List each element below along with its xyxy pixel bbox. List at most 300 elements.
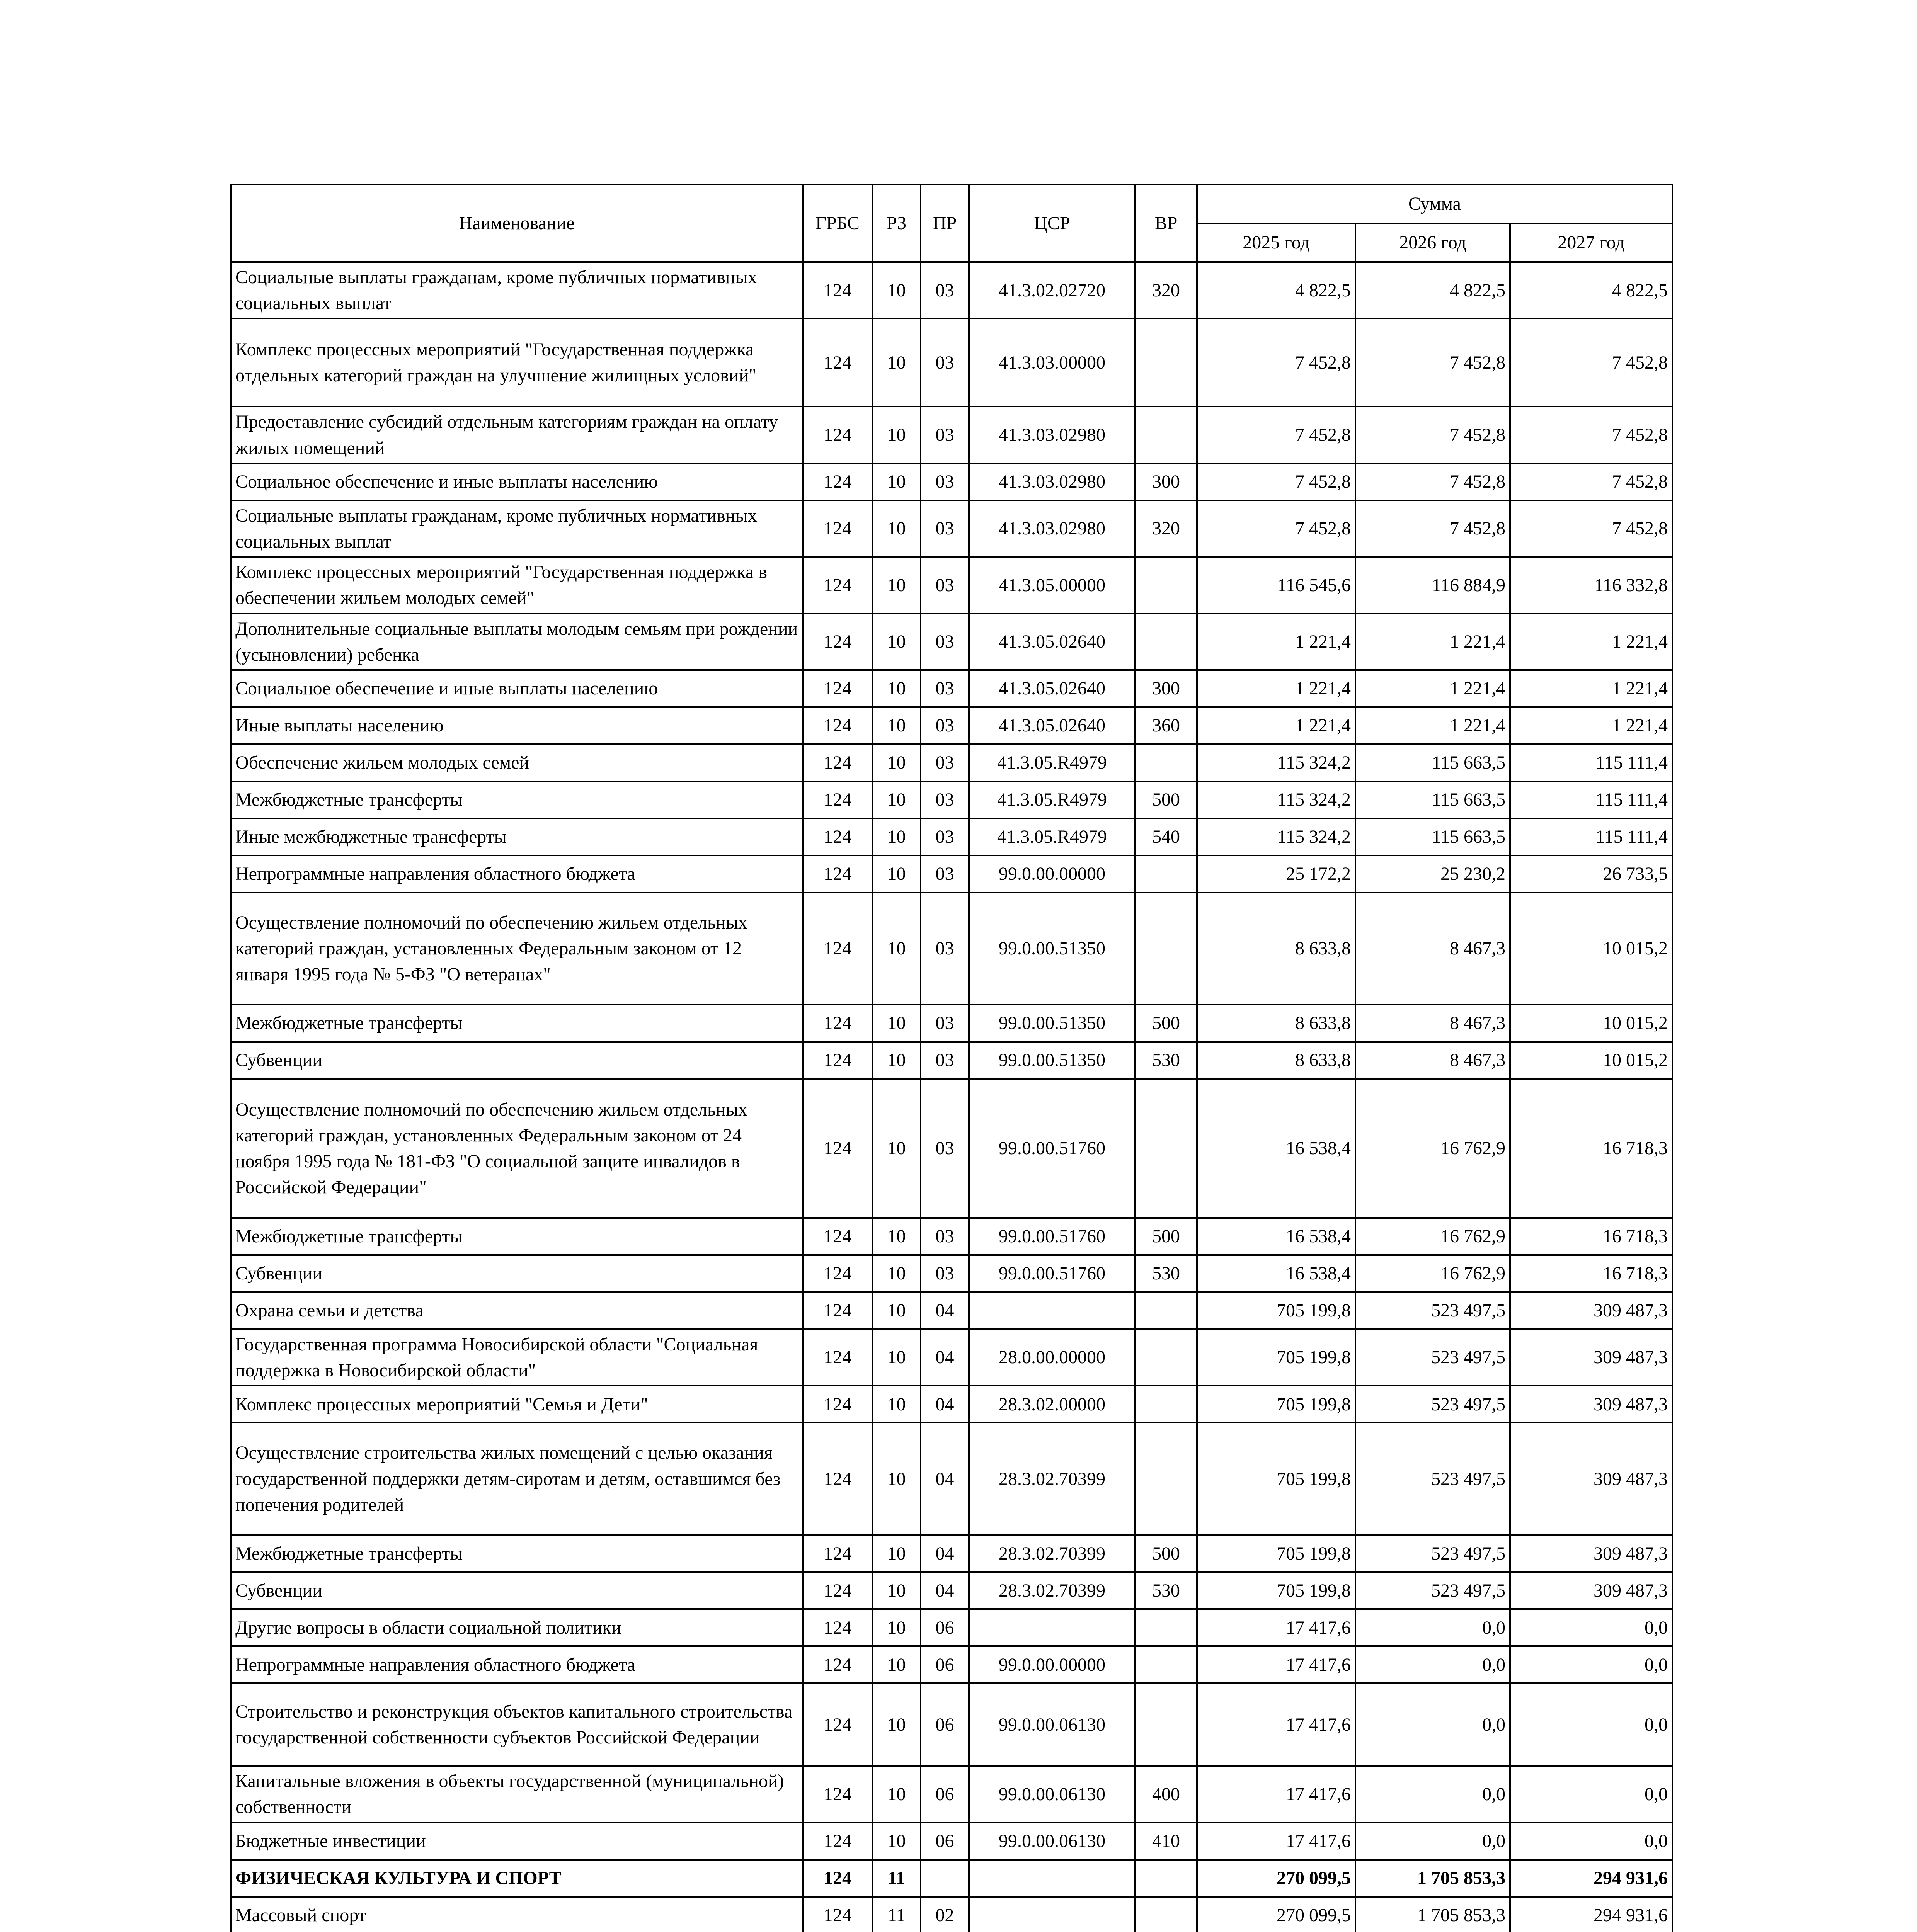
cell-vr	[1135, 406, 1197, 463]
cell-2027: 116 332,8	[1510, 557, 1672, 613]
cell-name: Строительство и реконструкция объектов капитального строительства государственной собственности субъектов Российской Федерации	[231, 1683, 803, 1766]
cell-grbs: 124	[803, 318, 872, 406]
table-row	[231, 1005, 1672, 1042]
table-row	[231, 1860, 1672, 1897]
cell-pr: 04	[921, 1423, 969, 1535]
cell-pr: 03	[921, 744, 969, 781]
table-body	[231, 262, 1672, 1932]
cell-csr: 99.0.00.06130	[969, 1766, 1135, 1822]
cell-2026: 1 221,4	[1355, 707, 1510, 744]
table-row	[231, 262, 1672, 318]
cell-2027: 1 221,4	[1510, 614, 1672, 670]
cell-2026: 1 705 853,3	[1355, 1897, 1510, 1932]
cell-name: Осуществление полномочий по обеспечению жильем отдельных категорий граждан, установленных Федеральным законом от 12 января 1995 года № 5-ФЗ "О ветеранах"	[231, 893, 803, 1005]
cell-2025: 4 822,5	[1197, 262, 1355, 318]
cell-grbs: 124	[803, 707, 872, 744]
cell-rz: 10	[872, 1423, 921, 1535]
cell-name: Непрограммные направления областного бюджета	[231, 855, 803, 893]
cell-2027: 0,0	[1510, 1646, 1672, 1683]
cell-pr: 03	[921, 614, 969, 670]
cell-2027: 309 487,3	[1510, 1386, 1672, 1423]
cell-rz: 11	[872, 1860, 921, 1897]
cell-name: Массовый спорт	[231, 1897, 803, 1932]
cell-2027: 309 487,3	[1510, 1572, 1672, 1609]
cell-rz: 10	[872, 318, 921, 406]
cell-vr: 320	[1135, 262, 1197, 318]
table-row	[231, 1683, 1672, 1766]
cell-vr	[1135, 855, 1197, 893]
table-row	[231, 1218, 1672, 1255]
cell-2027: 16 718,3	[1510, 1255, 1672, 1292]
cell-vr	[1135, 1386, 1197, 1423]
cell-csr: 41.3.05.R4979	[969, 818, 1135, 855]
cell-vr: 500	[1135, 1005, 1197, 1042]
cell-rz: 10	[872, 1255, 921, 1292]
cell-2027: 0,0	[1510, 1609, 1672, 1646]
cell-pr: 02	[921, 1897, 969, 1932]
table-row	[231, 1535, 1672, 1572]
cell-2026: 25 230,2	[1355, 855, 1510, 893]
cell-name: Субвенции	[231, 1255, 803, 1292]
cell-name: Другие вопросы в области социальной политики	[231, 1609, 803, 1646]
cell-2025: 25 172,2	[1197, 855, 1355, 893]
cell-grbs: 124	[803, 855, 872, 893]
cell-2025: 1 221,4	[1197, 707, 1355, 744]
cell-2026: 8 467,3	[1355, 1005, 1510, 1042]
table-row	[231, 1079, 1672, 1218]
cell-2026: 7 452,8	[1355, 463, 1510, 500]
cell-2025: 1 221,4	[1197, 670, 1355, 707]
cell-pr: 04	[921, 1292, 969, 1329]
table-row	[231, 1646, 1672, 1683]
cell-name: Бюджетные инвестиции	[231, 1823, 803, 1860]
cell-csr	[969, 1292, 1135, 1329]
cell-vr	[1135, 557, 1197, 613]
cell-csr: 99.0.00.00000	[969, 855, 1135, 893]
cell-rz: 10	[872, 1329, 921, 1386]
cell-vr	[1135, 1329, 1197, 1386]
cell-vr	[1135, 318, 1197, 406]
table-row	[231, 893, 1672, 1005]
cell-rz: 10	[872, 670, 921, 707]
cell-name: Социальное обеспечение и иные выплаты населению	[231, 463, 803, 500]
cell-name: Капитальные вложения в объекты государственной (муниципальной) собственности	[231, 1766, 803, 1822]
table-row	[231, 1386, 1672, 1423]
cell-rz: 10	[872, 707, 921, 744]
cell-csr: 99.0.00.51760	[969, 1079, 1135, 1218]
cell-pr: 04	[921, 1386, 969, 1423]
cell-2026: 0,0	[1355, 1766, 1510, 1822]
cell-vr	[1135, 1897, 1197, 1932]
cell-pr: 06	[921, 1646, 969, 1683]
cell-pr: 04	[921, 1535, 969, 1572]
cell-2025: 7 452,8	[1197, 463, 1355, 500]
cell-vr: 530	[1135, 1572, 1197, 1609]
cell-2027: 16 718,3	[1510, 1079, 1672, 1218]
cell-2027: 115 111,4	[1510, 744, 1672, 781]
cell-2026: 116 884,9	[1355, 557, 1510, 613]
table-row	[231, 1255, 1672, 1292]
cell-csr: 99.0.00.51350	[969, 1042, 1135, 1079]
cell-2026: 7 452,8	[1355, 500, 1510, 557]
cell-pr: 03	[921, 707, 969, 744]
cell-2026: 0,0	[1355, 1683, 1510, 1766]
table-row	[231, 500, 1672, 557]
cell-grbs: 124	[803, 1042, 872, 1079]
cell-vr: 500	[1135, 781, 1197, 818]
cell-csr: 99.0.00.51760	[969, 1255, 1135, 1292]
cell-pr: 04	[921, 1572, 969, 1609]
header-vr: ВР	[1135, 185, 1197, 262]
cell-2027: 10 015,2	[1510, 1042, 1672, 1079]
cell-rz: 10	[872, 744, 921, 781]
cell-vr	[1135, 893, 1197, 1005]
cell-name: Межбюджетные трансферты	[231, 781, 803, 818]
cell-2025: 8 633,8	[1197, 1042, 1355, 1079]
cell-grbs: 124	[803, 557, 872, 613]
cell-2027: 10 015,2	[1510, 893, 1672, 1005]
cell-csr: 28.3.02.70399	[969, 1423, 1135, 1535]
cell-grbs: 124	[803, 1292, 872, 1329]
cell-grbs: 124	[803, 1766, 872, 1822]
cell-vr: 500	[1135, 1535, 1197, 1572]
cell-2025: 270 099,5	[1197, 1860, 1355, 1897]
cell-2025: 705 199,8	[1197, 1535, 1355, 1572]
cell-2026: 16 762,9	[1355, 1079, 1510, 1218]
cell-rz: 10	[872, 1683, 921, 1766]
cell-2025: 270 099,5	[1197, 1897, 1355, 1932]
cell-2025: 17 417,6	[1197, 1609, 1355, 1646]
cell-2026: 523 497,5	[1355, 1292, 1510, 1329]
cell-grbs: 124	[803, 1005, 872, 1042]
cell-csr: 41.3.03.02980	[969, 463, 1135, 500]
cell-2027: 115 111,4	[1510, 818, 1672, 855]
cell-grbs: 124	[803, 1683, 872, 1766]
cell-rz: 10	[872, 1646, 921, 1683]
cell-csr: 99.0.00.51350	[969, 1005, 1135, 1042]
header-year-2025: 2025 год	[1197, 223, 1355, 262]
cell-csr: 41.3.05.R4979	[969, 744, 1135, 781]
cell-pr: 03	[921, 893, 969, 1005]
table-row	[231, 557, 1672, 613]
table-row	[231, 1897, 1672, 1932]
header-row-1	[231, 185, 1672, 223]
cell-rz: 10	[872, 1609, 921, 1646]
cell-2025: 116 545,6	[1197, 557, 1355, 613]
cell-vr	[1135, 1292, 1197, 1329]
cell-pr: 03	[921, 1005, 969, 1042]
table-row	[231, 1423, 1672, 1535]
cell-grbs: 124	[803, 500, 872, 557]
cell-2025: 16 538,4	[1197, 1218, 1355, 1255]
header-pr: ПР	[921, 185, 969, 262]
cell-2027: 309 487,3	[1510, 1535, 1672, 1572]
cell-2026: 115 663,5	[1355, 818, 1510, 855]
cell-2025: 115 324,2	[1197, 744, 1355, 781]
cell-vr: 410	[1135, 1823, 1197, 1860]
cell-2026: 523 497,5	[1355, 1572, 1510, 1609]
cell-grbs: 124	[803, 1646, 872, 1683]
cell-name: Непрограммные направления областного бюджета	[231, 1646, 803, 1683]
cell-csr	[969, 1897, 1135, 1932]
cell-vr	[1135, 744, 1197, 781]
cell-rz: 10	[872, 1005, 921, 1042]
cell-name: Социальные выплаты гражданам, кроме публичных нормативных социальных выплат	[231, 262, 803, 318]
cell-pr: 03	[921, 1079, 969, 1218]
cell-pr: 06	[921, 1609, 969, 1646]
cell-2026: 115 663,5	[1355, 744, 1510, 781]
cell-2025: 705 199,8	[1197, 1572, 1355, 1609]
cell-2025: 17 417,6	[1197, 1766, 1355, 1822]
cell-2025: 1 221,4	[1197, 614, 1355, 670]
table-row	[231, 1292, 1672, 1329]
cell-csr: 28.3.02.00000	[969, 1386, 1135, 1423]
cell-name: Охрана семьи и детства	[231, 1292, 803, 1329]
cell-2027: 0,0	[1510, 1823, 1672, 1860]
cell-2027: 309 487,3	[1510, 1329, 1672, 1386]
cell-csr: 28.0.00.00000	[969, 1329, 1135, 1386]
cell-vr: 540	[1135, 818, 1197, 855]
cell-name: Субвенции	[231, 1572, 803, 1609]
cell-csr: 99.0.00.51760	[969, 1218, 1135, 1255]
cell-2026: 8 467,3	[1355, 893, 1510, 1005]
cell-rz: 10	[872, 1042, 921, 1079]
cell-vr	[1135, 614, 1197, 670]
cell-csr	[969, 1609, 1135, 1646]
cell-grbs: 124	[803, 1386, 872, 1423]
cell-2026: 16 762,9	[1355, 1255, 1510, 1292]
cell-2027: 7 452,8	[1510, 406, 1672, 463]
cell-2027: 10 015,2	[1510, 1005, 1672, 1042]
cell-2027: 309 487,3	[1510, 1292, 1672, 1329]
cell-2026: 0,0	[1355, 1609, 1510, 1646]
cell-grbs: 124	[803, 406, 872, 463]
table-row	[231, 406, 1672, 463]
cell-grbs: 124	[803, 670, 872, 707]
cell-2027: 7 452,8	[1510, 500, 1672, 557]
header-csr: ЦСР	[969, 185, 1135, 262]
cell-2027: 26 733,5	[1510, 855, 1672, 893]
cell-2026: 0,0	[1355, 1823, 1510, 1860]
cell-2026: 7 452,8	[1355, 406, 1510, 463]
cell-rz: 10	[872, 1535, 921, 1572]
cell-2025: 115 324,2	[1197, 818, 1355, 855]
cell-rz: 10	[872, 1292, 921, 1329]
cell-pr: 03	[921, 500, 969, 557]
cell-grbs: 124	[803, 1860, 872, 1897]
cell-vr: 360	[1135, 707, 1197, 744]
cell-name: Комплекс процессных мероприятий "Государственная поддержка отдельных категорий граждан на улучшение жилищных условий"	[231, 318, 803, 406]
header-year-2026: 2026 год	[1355, 223, 1510, 262]
cell-grbs: 124	[803, 1079, 872, 1218]
table-row	[231, 781, 1672, 818]
table-row	[231, 463, 1672, 500]
cell-name: Субвенции	[231, 1042, 803, 1079]
table-header	[231, 185, 1672, 262]
cell-2025: 7 452,8	[1197, 406, 1355, 463]
cell-2027: 309 487,3	[1510, 1423, 1672, 1535]
cell-csr: 41.3.03.02980	[969, 406, 1135, 463]
cell-name: Социальное обеспечение и иные выплаты населению	[231, 670, 803, 707]
cell-pr: 03	[921, 1255, 969, 1292]
cell-pr: 03	[921, 1218, 969, 1255]
cell-2025: 705 199,8	[1197, 1386, 1355, 1423]
cell-vr: 530	[1135, 1255, 1197, 1292]
cell-rz: 10	[872, 262, 921, 318]
cell-pr: 03	[921, 318, 969, 406]
cell-2025: 8 633,8	[1197, 893, 1355, 1005]
cell-pr: 06	[921, 1766, 969, 1822]
table-row	[231, 614, 1672, 670]
table-row	[231, 818, 1672, 855]
cell-pr: 03	[921, 781, 969, 818]
table-row	[231, 1329, 1672, 1386]
table-row	[231, 1042, 1672, 1079]
cell-pr: 03	[921, 406, 969, 463]
cell-vr	[1135, 1683, 1197, 1766]
cell-name: Предоставление субсидий отдельным категориям граждан на оплату жилых помещений	[231, 406, 803, 463]
header-sum: Сумма	[1197, 185, 1672, 223]
cell-2025: 7 452,8	[1197, 318, 1355, 406]
cell-2025: 8 633,8	[1197, 1005, 1355, 1042]
cell-pr: 03	[921, 670, 969, 707]
cell-csr: 41.3.03.00000	[969, 318, 1135, 406]
cell-rz: 10	[872, 1079, 921, 1218]
table-row	[231, 855, 1672, 893]
cell-2027: 1 221,4	[1510, 670, 1672, 707]
cell-csr: 41.3.05.02640	[969, 707, 1135, 744]
cell-csr: 99.0.00.06130	[969, 1683, 1135, 1766]
cell-2027: 0,0	[1510, 1766, 1672, 1822]
cell-name: Обеспечение жильем молодых семей	[231, 744, 803, 781]
cell-name: Осуществление строительства жилых помещений с целью оказания государственной поддержки детям-сиротам и детям, оставшимся без попечения родителей	[231, 1423, 803, 1535]
cell-2026: 1 221,4	[1355, 670, 1510, 707]
cell-csr: 99.0.00.51350	[969, 893, 1135, 1005]
cell-2027: 294 931,6	[1510, 1897, 1672, 1932]
cell-rz: 10	[872, 1766, 921, 1822]
cell-2026: 8 467,3	[1355, 1042, 1510, 1079]
cell-grbs: 124	[803, 1535, 872, 1572]
cell-rz: 10	[872, 463, 921, 500]
cell-2026: 4 822,5	[1355, 262, 1510, 318]
cell-2025: 705 199,8	[1197, 1423, 1355, 1535]
cell-rz: 10	[872, 406, 921, 463]
header-rz: РЗ	[872, 185, 921, 262]
cell-2027: 115 111,4	[1510, 781, 1672, 818]
cell-name: Социальные выплаты гражданам, кроме публичных нормативных социальных выплат	[231, 500, 803, 557]
cell-pr: 06	[921, 1683, 969, 1766]
cell-2025: 705 199,8	[1197, 1292, 1355, 1329]
cell-2025: 16 538,4	[1197, 1255, 1355, 1292]
cell-vr: 300	[1135, 463, 1197, 500]
cell-rz: 11	[872, 1897, 921, 1932]
cell-csr: 99.0.00.00000	[969, 1646, 1135, 1683]
cell-pr: 03	[921, 855, 969, 893]
cell-grbs: 124	[803, 818, 872, 855]
cell-2027: 1 221,4	[1510, 707, 1672, 744]
cell-grbs: 124	[803, 1897, 872, 1932]
cell-2026: 523 497,5	[1355, 1386, 1510, 1423]
cell-name: Осуществление полномочий по обеспечению жильем отдельных категорий граждан, установленных Федеральным законом от 24 ноября 1995 года № 181-ФЗ "О социальной защите инвалидов в Российской Федерации"	[231, 1079, 803, 1218]
table-row	[231, 744, 1672, 781]
cell-csr: 41.3.02.02720	[969, 262, 1135, 318]
cell-csr	[969, 1860, 1135, 1897]
cell-vr	[1135, 1079, 1197, 1218]
cell-csr: 99.0.00.06130	[969, 1823, 1135, 1860]
cell-rz: 10	[872, 1823, 921, 1860]
cell-name: Иные межбюджетные трансферты	[231, 818, 803, 855]
cell-vr	[1135, 1646, 1197, 1683]
cell-2026: 523 497,5	[1355, 1423, 1510, 1535]
cell-pr: 03	[921, 557, 969, 613]
cell-2027: 7 452,8	[1510, 463, 1672, 500]
cell-grbs: 124	[803, 1218, 872, 1255]
cell-csr: 28.3.02.70399	[969, 1572, 1135, 1609]
cell-pr: 06	[921, 1823, 969, 1860]
cell-csr: 41.3.05.02640	[969, 670, 1135, 707]
table-row	[231, 318, 1672, 406]
cell-vr: 300	[1135, 670, 1197, 707]
cell-vr: 530	[1135, 1042, 1197, 1079]
cell-pr: 03	[921, 1042, 969, 1079]
cell-grbs: 124	[803, 1255, 872, 1292]
cell-rz: 10	[872, 557, 921, 613]
cell-name: Дополнительные социальные выплаты молодым семьям при рождении (усыновлении) ребенка	[231, 614, 803, 670]
cell-vr: 400	[1135, 1766, 1197, 1822]
cell-vr	[1135, 1423, 1197, 1535]
cell-rz: 10	[872, 500, 921, 557]
cell-2026: 1 221,4	[1355, 614, 1510, 670]
cell-pr: 03	[921, 818, 969, 855]
cell-2025: 7 452,8	[1197, 500, 1355, 557]
cell-csr: 28.3.02.70399	[969, 1535, 1135, 1572]
cell-2025: 17 417,6	[1197, 1646, 1355, 1683]
table-row	[231, 1572, 1672, 1609]
table-row	[231, 670, 1672, 707]
cell-2027: 7 452,8	[1510, 318, 1672, 406]
cell-csr: 41.3.05.R4979	[969, 781, 1135, 818]
cell-2025: 16 538,4	[1197, 1079, 1355, 1218]
cell-2026: 1 705 853,3	[1355, 1860, 1510, 1897]
cell-rz: 10	[872, 614, 921, 670]
cell-name: Государственная программа Новосибирской области "Социальная поддержка в Новосибирской области"	[231, 1329, 803, 1386]
cell-name: Иные выплаты населению	[231, 707, 803, 744]
header-grbs: ГРБС	[803, 185, 872, 262]
cell-csr: 41.3.03.02980	[969, 500, 1135, 557]
cell-2026: 7 452,8	[1355, 318, 1510, 406]
header-name: Наименование	[231, 185, 803, 262]
cell-csr: 41.3.05.02640	[969, 614, 1135, 670]
table-row	[231, 1766, 1672, 1822]
cell-rz: 10	[872, 1572, 921, 1609]
cell-grbs: 124	[803, 1423, 872, 1535]
cell-name: Межбюджетные трансферты	[231, 1218, 803, 1255]
cell-pr: 04	[921, 1329, 969, 1386]
cell-rz: 10	[872, 893, 921, 1005]
cell-grbs: 124	[803, 262, 872, 318]
cell-2027: 0,0	[1510, 1683, 1672, 1766]
cell-vr	[1135, 1609, 1197, 1646]
cell-rz: 10	[872, 1386, 921, 1423]
cell-rz: 10	[872, 781, 921, 818]
cell-2026: 523 497,5	[1355, 1329, 1510, 1386]
table-row	[231, 1609, 1672, 1646]
cell-rz: 10	[872, 855, 921, 893]
cell-2026: 523 497,5	[1355, 1535, 1510, 1572]
cell-2026: 115 663,5	[1355, 781, 1510, 818]
cell-pr	[921, 1860, 969, 1897]
cell-2027: 4 822,5	[1510, 262, 1672, 318]
